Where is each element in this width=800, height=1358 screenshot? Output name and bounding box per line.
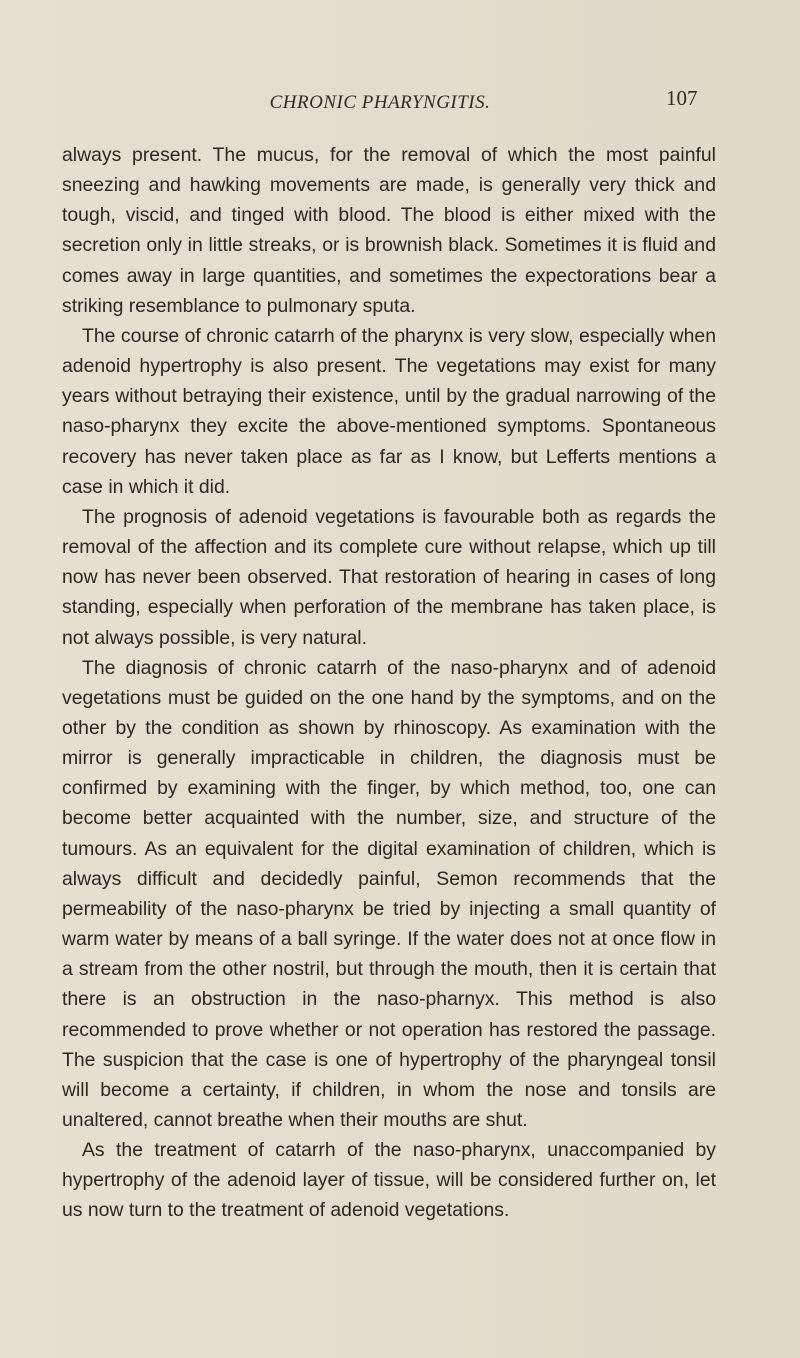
running-head <box>0 86 800 122</box>
paragraph-treatment: As the treatment of catarrh of the naso-pharynx, unaccompanied by hypertrophy of the adenoid layer of tissue, will be considered further on, let us now turn to the treatment of adenoid vegetations. <box>62 1139 716 1222</box>
paragraph-diagnosis: The diagnosis of chronic catarrh of the naso-pharynx and of adenoid vegetations must be guided on the one hand by the symptoms, and on the other by the condition as shown by rhinoscopy. As examination with the mirror is generally impracticable in children, the diagnosis must be confirmed by examining with the finger, by which method, too, one can become better acquainted with the number, size, and structure of the tumours. As an equivalent for the digital examination of children, which is always difficult and decidedly painful, Semon recommends that the permeability of the naso-pharynx be tried by injecting a small quantity of warm water by means of a ball syringe. If the water does not at once flow in a stream from the other nostril, but through the mouth, then it is certain that there is an obstruction in the naso-pharnyx. This method is also recommended to prove whether or not operation has restored the passage. The suspicion that the case is one of hypertrophy of the pharyngeal tonsil will become a certainty, if children, in whom the nose and tonsils are unaltered, cannot breathe when their mouths are shut. <box>62 656 716 1131</box>
running-title: CHRONIC PHARYNGITIS. <box>269 92 491 113</box>
paragraph-course: The course of chronic catarrh of the pharynx is very slow, especially when adenoid hypertrophy is also present. The vegetations may exist for many years without betraying their existence, until by the gradual narrowing of the naso-pharynx they excite the above-mentioned symptoms. Spontaneous recovery has never taken place as far as I know, but Lefferts mentions a case in which it did. <box>62 324 716 498</box>
paragraph-prognosis: The prognosis of adenoid vegetations is favourable both as regards the removal of the affection and its complete cure without relapse, which up till now has never been observed. That restoration of hearing in cases of long standing, especially when perforation of the membrane has taken place, is not always possible, is very natural. <box>62 505 716 649</box>
paragraph-continuation: always present. The mucus, for the removal of which the most painful sneezing and hawking movements are made, is generally very thick and tough, viscid, and tinged with blood. The blood is either mixed with the secretion only in little streaks, or is brownish black. Sometimes it is fluid and comes away in large quantities, and sometimes the expectorations bear a striking resemblance to pulmonary sputa. <box>62 144 716 317</box>
body-text <box>62 140 716 1226</box>
page-number: 107 <box>666 86 698 110</box>
